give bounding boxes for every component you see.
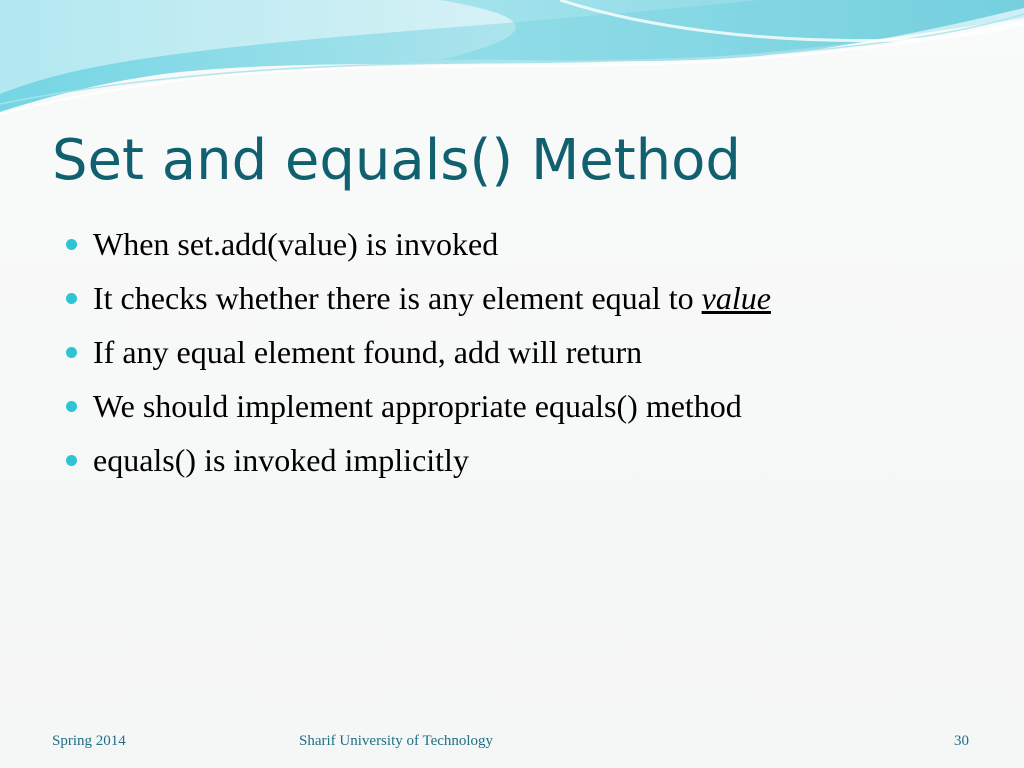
bullet-dot-icon — [66, 293, 77, 304]
decorative-wave-header — [0, 0, 1024, 130]
page-number: 30 — [954, 733, 969, 749]
bullet-list — [66, 222, 771, 492]
bullet-dot-icon — [66, 401, 77, 412]
bullet-text: equals() is invoked implicitly — [93, 442, 469, 478]
bullet-item — [66, 384, 771, 438]
bullet-item — [66, 222, 771, 276]
bullet-item — [66, 330, 771, 384]
bullet-text: We should implement appropriate equals() method — [93, 388, 742, 424]
footer-date: Spring 2014 — [52, 733, 126, 749]
slide-title: Set and equals() Method — [52, 128, 741, 193]
footer-institution: Sharif University of Technology — [299, 733, 494, 749]
bullet-dot-icon — [66, 347, 77, 358]
bullet-text: When set.add(value) is invoked — [93, 226, 499, 262]
bullet-item — [66, 276, 771, 330]
bullet-item — [66, 438, 771, 492]
bullet-emphasis: value — [701, 280, 771, 316]
bullet-dot-icon — [66, 239, 77, 250]
bullet-text: If any equal element found, add will return — [93, 334, 643, 370]
bullet-dot-icon — [66, 455, 77, 466]
bullet-text: It checks whether there is any element equal to — [93, 280, 702, 316]
